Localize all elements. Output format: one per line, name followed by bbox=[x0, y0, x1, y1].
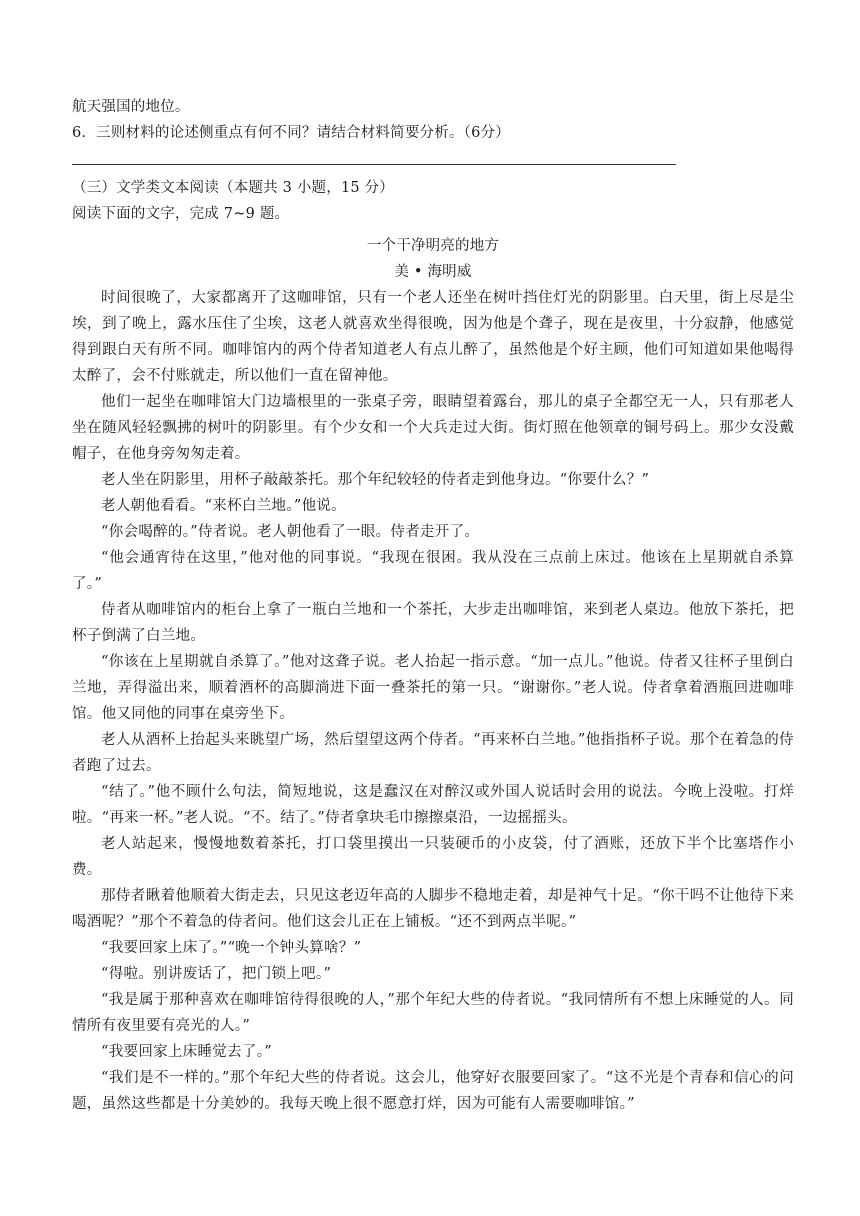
story-paragraph: 那侍者瞅着他顺着大街走去，只见这老迈年高的人脚步不稳地走着，却是神气十足。“你干吗不让他待下来喝酒呢？”那个不着急的侍者问。他们这会儿正在上铺板。“还不到两点半呢。” bbox=[72, 888, 794, 930]
story-paragraph: 老人坐在阴影里，用杯子敲敲茶托。那个年纪较轻的侍者走到他身边。“你要什么？” bbox=[101, 472, 650, 488]
question-6: 6．三则材料的论述侧重点有何不同？请结合材料简要分析。（6分） bbox=[72, 125, 510, 141]
story-paragraph: “得啦。别讲废话了，把门锁上吧。” bbox=[101, 966, 332, 982]
story-author: 美 • 海明威 bbox=[394, 264, 472, 280]
story-paragraph: “我要回家上床睡觉去了。” bbox=[101, 1044, 272, 1060]
section-heading: （三）文学类文本阅读（本题共 3 小题，15 分） bbox=[72, 180, 395, 196]
story-paragraph: “结了。”他不顾什么句法，简短地说，这是蠢汉在对醉汉或外国人说话时会用的说法。今晚上没啦。打烊啦。“再来一杯。”老人说。“不。结了。”侍者拿块毛巾擦擦桌沿，一边摇摇头。 bbox=[72, 784, 794, 826]
document-page bbox=[72, 94, 794, 1117]
story-paragraph: 老人从酒杯上抬起头来眺望广场，然后望望这两个侍者。“再来杯白兰地。”他指指杯子说。那个在着急的侍者跑了过去。 bbox=[72, 732, 794, 774]
answer-line bbox=[72, 164, 676, 165]
story-paragraph: “我是属于那种喜欢在咖啡馆待得很晚的人，”那个年纪大些的侍者说。“我同情所有不想上床睡觉的人。同情所有夜里要有亮光的人。” bbox=[72, 992, 794, 1034]
story-title: 一个干净明亮的地方 bbox=[366, 238, 500, 254]
story-body bbox=[72, 285, 794, 1117]
story-paragraph: “他会通宵待在这里，”他对他的同事说。“我现在很困。我从没在三点前上床过。他该在上星期就自杀算了。” bbox=[72, 550, 794, 592]
story-paragraph: 老人站起来，慢慢地数着茶托，打口袋里摸出一只装硬币的小皮袋，付了酒账，还放下半个比塞塔作小费。 bbox=[72, 836, 794, 878]
story-paragraph: 时间很晚了，大家都离开了这咖啡馆，只有一个老人还坐在树叶挡住灯光的阴影里。白天里，街上尽是尘埃，到了晚上，露水压住了尘埃，这老人就喜欢坐得很晚，因为他是个聋子，现在是夜里，十分寂静，他感觉得到跟白天有所不同。咖啡馆内的两个侍者知道老人有点儿醉了，虽然他是个好主顾，他们可知道如果他喝得太醉了，会不付账就走，所以他们一直在留神他。 bbox=[72, 290, 794, 384]
previous-text-end: 航天强国的地位。 bbox=[72, 99, 190, 115]
story-paragraph: “你会喝醉的。”侍者说。老人朝他看了一眼。侍者走开了。 bbox=[101, 524, 480, 540]
story-paragraph: “我要回家上床了。”“晚一个钟头算啥？” bbox=[101, 940, 362, 956]
story-paragraph: 他们一起坐在咖啡馆大门边墙根里的一张桌子旁，眼睛望着露台，那儿的桌子全都空无一人，只有那老人坐在随风轻轻飘拂的树叶的阴影里。有个少女和一个大兵走过大街。街灯照在他领章的铜号码上。那少女没戴帽子，在他身旁匆匆走着。 bbox=[72, 394, 794, 462]
reading-instruction: 阅读下面的文字，完成 7~9 题。 bbox=[72, 206, 290, 222]
story-paragraph: “我们是不一样的。”那个年纪大些的侍者说。这会儿，他穿好衣服要回家了。“这不光是个青春和信心的问题，虽然这些都是十分美妙的。我每天晚上很不愿意打烊，因为可能有人需要咖啡馆。” bbox=[72, 1070, 794, 1112]
story-paragraph: 老人朝他看看。“来杯白兰地。”他说。 bbox=[101, 498, 346, 514]
story-paragraph: “你该在上星期就自杀算了。”他对这聋子说。老人抬起一指示意。“加一点儿。”他说。侍者又往杯子里倒白兰地，弄得溢出来，顺着酒杯的高脚淌进下面一叠茶托的第一只。“谢谢你。”老人说。侍者拿着酒瓶回进咖啡馆。他又同他的同事在桌旁坐下。 bbox=[72, 654, 794, 722]
story-paragraph: 侍者从咖啡馆内的柜台上拿了一瓶白兰地和一个茶托，大步走出咖啡馆，来到老人桌边。他放下茶托，把杯子倒满了白兰地。 bbox=[72, 602, 794, 644]
